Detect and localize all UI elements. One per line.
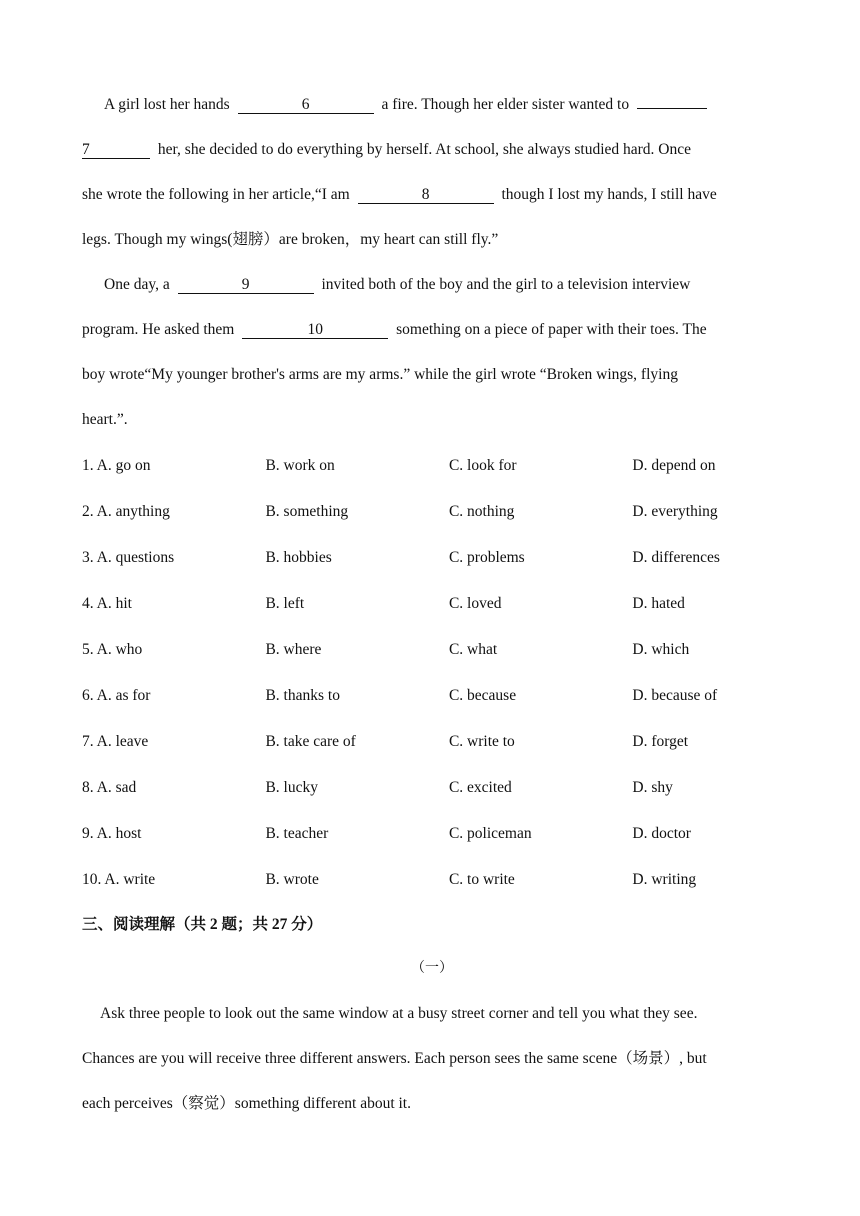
option-a: 3. A. questions bbox=[82, 549, 175, 566]
option-row bbox=[82, 535, 782, 581]
passage-text: invited both of the boy and the girl to a television interview bbox=[321, 276, 691, 293]
passage-line bbox=[82, 82, 782, 127]
passage-text: something on a piece of paper with their toes. The bbox=[396, 321, 707, 338]
option-a: 10. A. write bbox=[82, 871, 156, 888]
option-d: D. because of bbox=[632, 687, 718, 704]
option-a: 1. A. go on bbox=[82, 457, 151, 474]
section-subtitle: （一） bbox=[411, 961, 453, 976]
option-row bbox=[82, 673, 782, 719]
option-a: 9. A. host bbox=[82, 825, 142, 842]
option-row bbox=[82, 627, 782, 673]
option-c: C. nothing bbox=[448, 503, 515, 520]
passage-line: heart.”. bbox=[82, 411, 128, 428]
reading-line: Chances are you will receive three different answers. Each person sees the same scene（场景）, but bbox=[82, 1050, 707, 1067]
option-row bbox=[82, 489, 782, 535]
option-c: C. policeman bbox=[448, 825, 532, 842]
option-c: C. write to bbox=[448, 733, 515, 750]
passage-text: though I lost my hands, I still have bbox=[501, 186, 717, 203]
option-d: D. doctor bbox=[632, 825, 691, 842]
option-row bbox=[82, 765, 782, 811]
option-d: D. depend on bbox=[632, 457, 716, 474]
passage-text: program. He asked them bbox=[82, 321, 235, 338]
option-b: B. wrote bbox=[265, 871, 319, 888]
blank-6: 6 bbox=[238, 97, 374, 114]
option-row bbox=[82, 811, 782, 857]
option-a: 4. A. hit bbox=[82, 595, 132, 612]
passage-line: boy wrote“My younger brother's arms are my arms.” while the girl wrote “Broken wings, flying bbox=[82, 366, 678, 383]
passage-text: she wrote the following in her article,“I am bbox=[82, 186, 350, 203]
passage-text: A girl lost her hands bbox=[104, 96, 230, 113]
option-row bbox=[82, 857, 782, 903]
blank-8: 8 bbox=[358, 187, 494, 204]
passage-line bbox=[82, 262, 782, 307]
option-row bbox=[82, 443, 782, 489]
passage-line: legs. Though my wings(翅膀）are broken，my heart can still fly.” bbox=[82, 231, 499, 248]
option-b: B. where bbox=[265, 641, 322, 658]
blank-7: 7 bbox=[82, 142, 150, 159]
option-b: B. thanks to bbox=[265, 687, 340, 704]
blank-7-start bbox=[637, 108, 707, 109]
passage-text: One day, a bbox=[104, 276, 170, 293]
option-d: D. everything bbox=[632, 503, 718, 520]
passage-line bbox=[82, 172, 782, 217]
passage-text: a fire. Though her elder sister wanted to bbox=[381, 96, 630, 113]
option-d: D. writing bbox=[632, 871, 697, 888]
option-a: 5. A. who bbox=[82, 641, 143, 658]
option-d: D. forget bbox=[632, 733, 689, 750]
option-b: B. hobbies bbox=[265, 549, 332, 566]
option-b: B. something bbox=[265, 503, 349, 520]
reading-line: Ask three people to look out the same window at a busy street corner and tell you what they see. bbox=[100, 1005, 698, 1022]
option-c: C. loved bbox=[448, 595, 502, 612]
option-b: B. lucky bbox=[265, 779, 318, 796]
option-a: 7. A. leave bbox=[82, 733, 149, 750]
passage-line bbox=[82, 307, 782, 352]
blank-9: 9 bbox=[178, 277, 314, 294]
option-c: C. problems bbox=[448, 549, 525, 566]
option-row bbox=[82, 581, 782, 627]
document-page bbox=[82, 82, 782, 1126]
option-c: C. what bbox=[448, 641, 498, 658]
option-row bbox=[82, 719, 782, 765]
option-c: C. because bbox=[448, 687, 517, 704]
options-list bbox=[82, 443, 782, 903]
option-a: 8. A. sad bbox=[82, 779, 137, 796]
option-c: C. look for bbox=[448, 457, 517, 474]
option-b: B. left bbox=[265, 595, 305, 612]
passage-text: her, she decided to do everything by herself. At school, she always studied hard. Once bbox=[157, 141, 691, 158]
option-c: C. excited bbox=[448, 779, 512, 796]
option-b: B. take care of bbox=[265, 733, 356, 750]
section-title: 三、阅读理解（共 2 题；共 27 分） bbox=[82, 916, 323, 933]
option-d: D. shy bbox=[632, 779, 673, 796]
blank-10: 10 bbox=[242, 322, 388, 339]
option-d: D. which bbox=[632, 641, 690, 658]
reading-line: each perceives（察觉）something different about it. bbox=[82, 1095, 411, 1112]
option-b: B. teacher bbox=[265, 825, 329, 842]
option-b: B. work on bbox=[265, 457, 335, 474]
option-d: D. hated bbox=[632, 595, 685, 612]
option-a: 6. A. as for bbox=[82, 687, 151, 704]
passage-line bbox=[82, 127, 782, 172]
option-a: 2. A. anything bbox=[82, 503, 170, 520]
option-d: D. differences bbox=[632, 549, 720, 566]
option-c: C. to write bbox=[448, 871, 515, 888]
